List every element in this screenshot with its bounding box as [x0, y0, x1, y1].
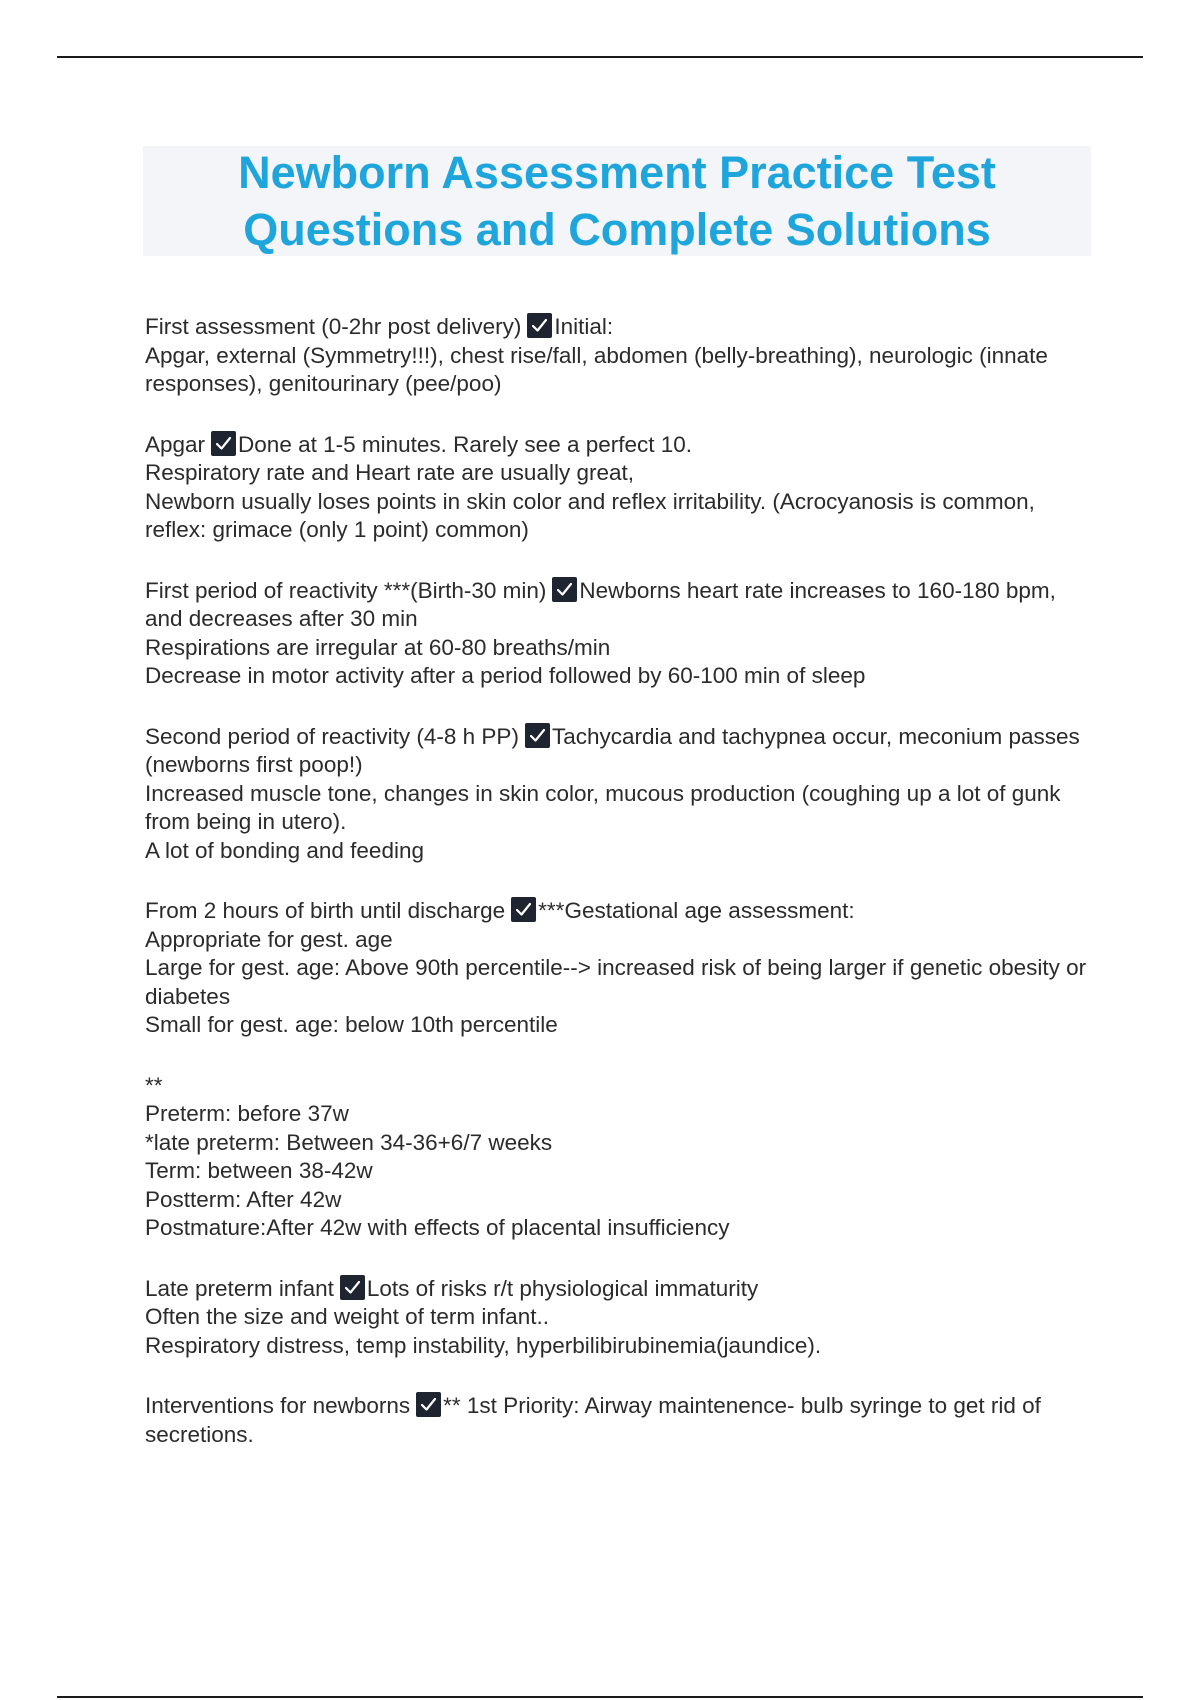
qa-item	[145, 897, 1095, 1040]
checkmark-icon	[211, 431, 236, 456]
qa-item	[145, 431, 1095, 545]
question-text: Interventions for newborns	[145, 1393, 411, 1418]
checkmark-icon	[525, 723, 550, 748]
qa-first-line	[145, 897, 1095, 926]
checkmark-icon	[340, 1275, 365, 1300]
qa-first-line	[145, 1392, 1095, 1449]
question-text: Late preterm infant	[145, 1275, 334, 1301]
answer-line: Increased muscle tone, changes in skin color, mucous production (coughing up a lot of gunk from being in utero).	[145, 780, 1061, 834]
answer-text: Done at 1-5 minutes. Rarely see a perfect 10.	[238, 431, 693, 457]
qa-item	[145, 313, 1095, 399]
answer-text: Tachycardia and tachypnea occur, meconium passes (newborns first poop!)	[145, 723, 1080, 777]
qa-first-line	[145, 577, 1095, 634]
answer-text: Lots of risks r/t physiological immaturity	[366, 1275, 759, 1301]
answer-line: Appropriate for gest. age	[145, 926, 393, 952]
answer-line: Term: between 38-42w	[145, 1158, 373, 1183]
qa-first-line	[145, 431, 1095, 460]
answer-line: Decrease in motor activity after a period followed by 60-100 min of sleep	[145, 663, 866, 688]
question-text: First period of reactivity ***(Birth-30 min)	[145, 577, 547, 603]
top-rule	[57, 56, 1143, 58]
checkmark-icon	[511, 897, 536, 922]
qa-item	[145, 1275, 1095, 1361]
title-banner	[143, 146, 1091, 256]
answer-text: Initial:	[554, 314, 614, 339]
question-text: First assessment (0-2hr post delivery)	[145, 314, 522, 339]
qa-list	[145, 313, 1095, 1481]
checkmark-icon	[416, 1392, 441, 1417]
answer-line: Small for gest. age: below 10th percentile	[145, 1012, 558, 1037]
answer-line: Postmature:After 42w with effects of placental insufficiency	[145, 1215, 730, 1240]
qa-first-line	[145, 313, 1095, 342]
answer-line: Apgar, external (Symmetry!!!), chest rise/fall, abdomen (belly-breathing), neurologic (innate responses), genitourinary (pee/poo)	[145, 342, 1048, 396]
answer-text: ** 1st Priority: Airway maintenence- bulb syringe to get rid of secretions.	[145, 1393, 1041, 1447]
answer-line: **	[145, 1072, 163, 1098]
answer-line: Respiratory rate and Heart rate are usually great,	[145, 460, 634, 485]
answer-line: Postterm: After 42w	[145, 1186, 342, 1212]
answer-line: Newborn usually loses points in skin color and reflex irritability. (Acrocyanosis is common, reflex: grimace (only 1 point) common)	[145, 488, 1035, 542]
answer-text: Newborns heart rate increases to 160-180 bpm, and decreases after 30 min	[145, 577, 1056, 631]
qa-item	[145, 1392, 1095, 1449]
checkmark-icon	[527, 313, 552, 338]
question-text: From 2 hours of birth until discharge	[145, 898, 506, 923]
qa-first-line	[145, 1275, 1095, 1304]
qa-item	[145, 723, 1095, 866]
question-text: Apgar	[145, 431, 206, 457]
bottom-rule	[57, 1696, 1143, 1698]
answer-line: Respiratory distress, temp instability, hyperbilibirubinemia(jaundice).	[145, 1332, 822, 1358]
answer-line: Respirations are irregular at 60-80 breaths/min	[145, 634, 611, 660]
question-text: Second period of reactivity (4-8 h PP)	[145, 723, 519, 749]
answer-line: Often the size and weight of term infant..	[145, 1304, 549, 1329]
qa-first-line	[145, 723, 1095, 780]
page-title-line-2: Questions and Complete Solutions	[243, 204, 991, 255]
checkmark-icon	[552, 577, 577, 602]
answer-line: Large for gest. age: Above 90th percentile--> increased risk of being larger if genetic obesity or diabetes	[145, 955, 1087, 1009]
answer-text: ***Gestational age assessment:	[538, 898, 855, 923]
answer-line: A lot of bonding and feeding	[145, 837, 424, 863]
answer-line: Preterm: before 37w	[145, 1101, 349, 1126]
qa-item	[145, 1072, 1095, 1243]
page-title-line-1: Newborn Assessment Practice Test	[238, 147, 996, 198]
answer-line: *late preterm: Between 34-36+6/7 weeks	[145, 1129, 553, 1155]
qa-item	[145, 577, 1095, 691]
